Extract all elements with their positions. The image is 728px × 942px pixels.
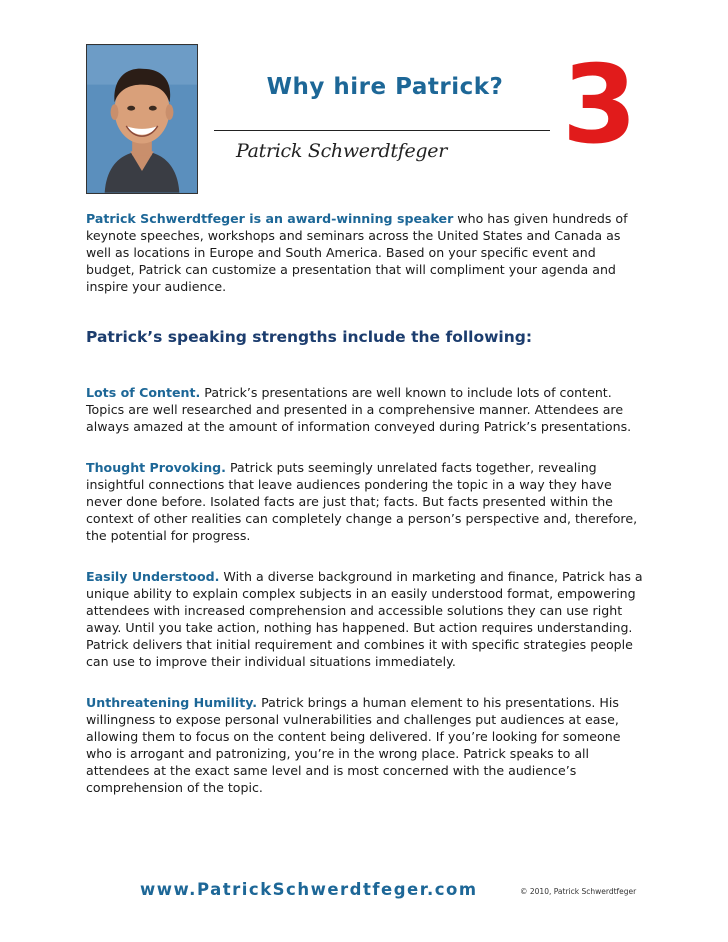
intro-paragraph — [86, 210, 646, 295]
intro-body: who has given hundreds of keynote speeches, workshops and seminars across the United States and Canada as well as locations in Europe and South America. Based on your specific event and budget, Patrick can customize a presentation that will compliment your agenda and inspire your audience. — [86, 211, 628, 294]
strength-body: Patrick brings a human element to his presentations. His willingness to expose personal vulnerabilities and challenges put audiences at ease, allowing them to focus on the content being delivered. If you’re looking for someone who is arrogant and patronizing, you’re in the wrong place. Patrick speaks to all attendees at the exact same level and is most concerned with the audience’s comprehension of the topic. — [86, 695, 621, 795]
strength-title: Thought Provoking. — [86, 460, 226, 475]
copyright-notice: © 2010, Patrick Schwerdtfeger — [520, 887, 637, 896]
strength-title: Lots of Content. — [86, 385, 201, 400]
title-divider — [214, 130, 550, 131]
strengths-heading: Patrick’s speaking strengths include the following: — [86, 328, 533, 346]
portrait-illustration — [87, 45, 197, 193]
main-content — [86, 210, 646, 820]
strength-title: Easily Understood. — [86, 569, 220, 584]
strength-paragraph — [86, 384, 646, 435]
strength-body: Patrick’s presentations are well known to include lots of content. Topics are well researched and presented in a comprehensive manner. Attendees are always amazed at the amount of information conveyed during Patrick’s presentations. — [86, 385, 632, 434]
strength-body: Patrick puts seemingly unrelated facts together, revealing insightful connections that leave audiences pondering the topic in a way they have never done before. Isolated facts are just that; facts. But facts presented within the context of other realities can completely change a person’s perspective and, therefore, the potential for progress. — [86, 460, 638, 543]
strength-paragraph — [86, 459, 646, 544]
strength-paragraph — [86, 568, 646, 670]
intro-lead: Patrick Schwerdtfeger is an award-winning speaker — [86, 211, 454, 226]
website-link[interactable]: www.PatrickSchwerdtfeger.com — [140, 880, 478, 899]
signature: Patrick Schwerdtfeger — [236, 140, 447, 162]
author-portrait — [86, 44, 198, 194]
strength-title: Unthreatening Humility. — [86, 695, 258, 710]
section-number: 3 — [562, 43, 638, 168]
strength-paragraph — [86, 694, 646, 796]
strength-body: With a diverse background in marketing and finance, Patrick has a unique ability to explain complex subjects in an easily understood format, empowering attendees with increased comprehension and accessible solutions they can use right away. Until you take action, nothing has happened. But action requires understanding. Patrick delivers that initial requirement and combines it with specific strategies people can use to improve their individual situations immediately. — [86, 569, 643, 669]
page-title: Why hire Patrick? — [266, 74, 504, 100]
